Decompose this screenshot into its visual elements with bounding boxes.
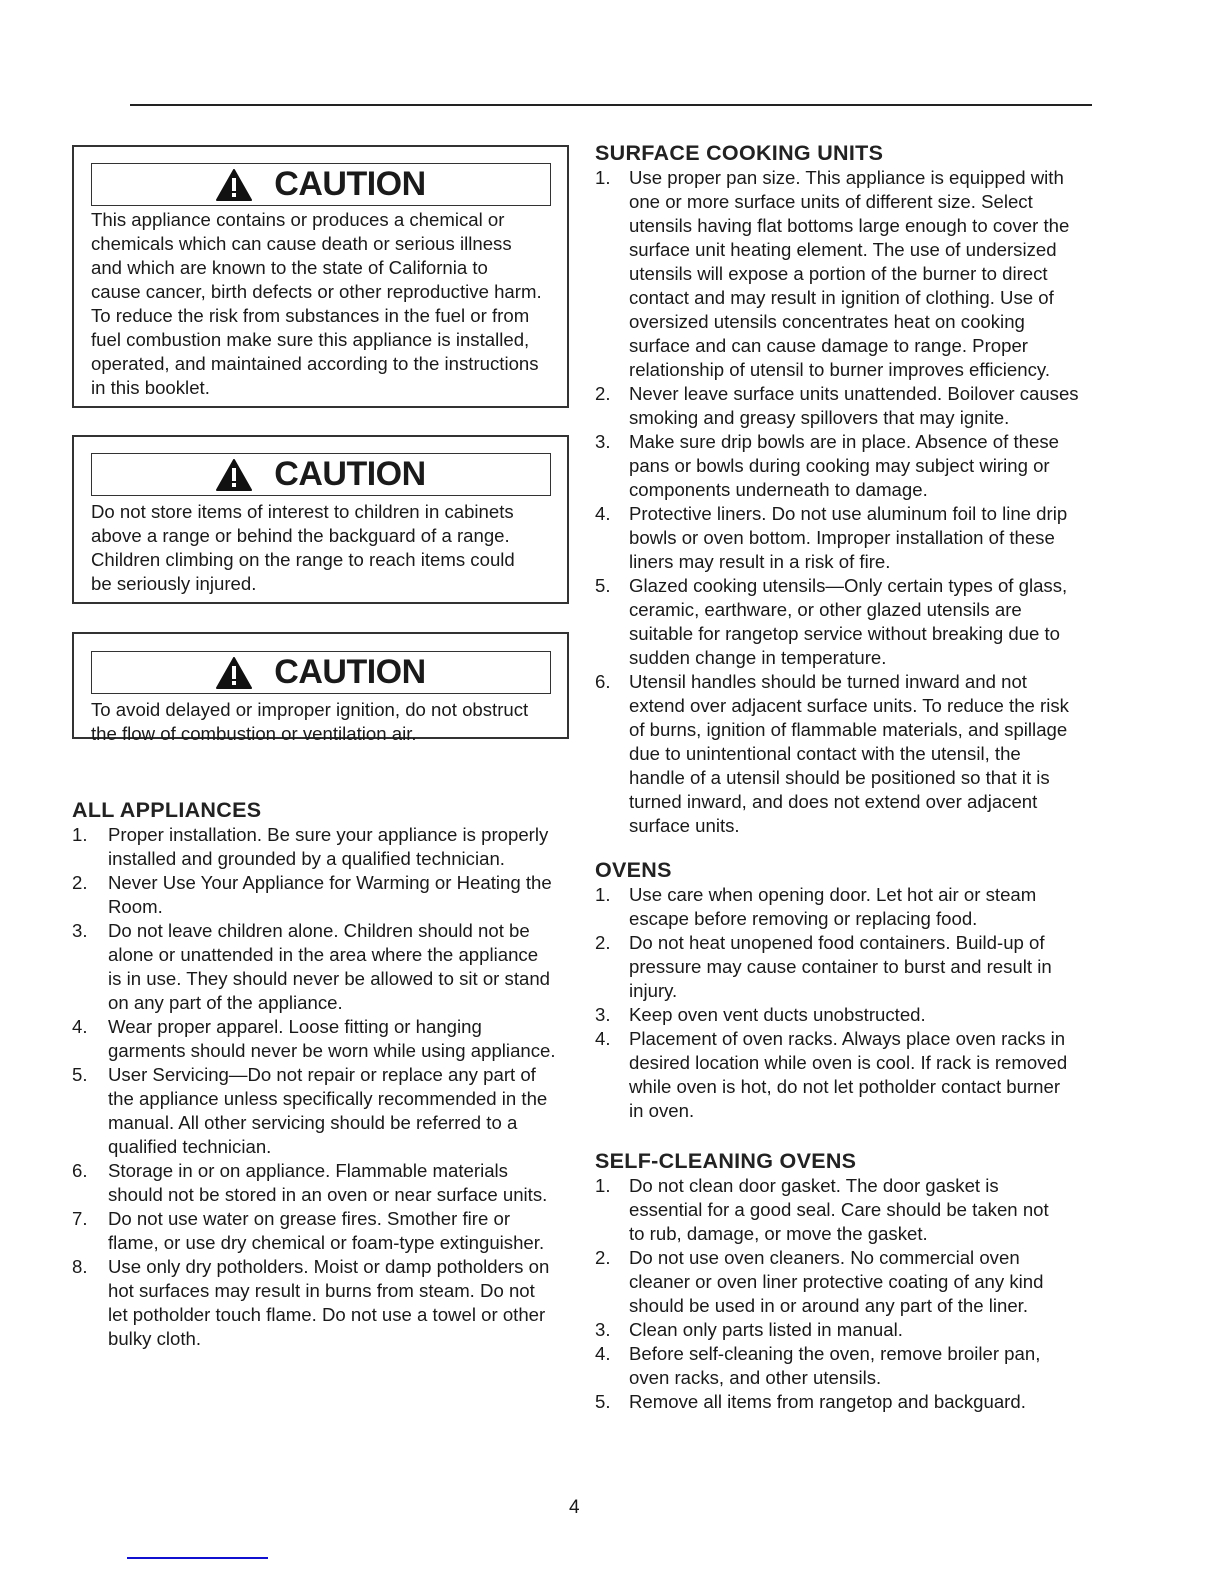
item-text-line: injury.	[629, 980, 678, 1001]
item-text-line: Glazed cooking utensils—Only certain types of glass,	[629, 575, 1068, 596]
item-number: 6.	[595, 671, 611, 692]
item-text	[629, 382, 1079, 430]
item-number: 4.	[595, 503, 611, 524]
item-number: 4.	[72, 1016, 88, 1037]
list-item	[595, 1390, 1049, 1414]
section-heading: SURFACE COOKING UNITS	[595, 141, 884, 165]
section-all-appliances	[72, 797, 556, 1351]
caution-text-line: chemicals which can cause death or serious illness	[91, 233, 512, 254]
item-text-line: due to unintentional contact with the utensil, the	[629, 743, 1021, 764]
item-text-line: components underneath to damage.	[629, 479, 928, 500]
item-number: 3.	[595, 1319, 611, 1340]
item-text-line: on any part of the appliance.	[108, 992, 343, 1013]
item-number: 1.	[595, 1175, 611, 1196]
item-text	[108, 919, 550, 1015]
list-item	[595, 430, 1079, 502]
item-text-line: Storage in or on appliance. Flammable materials	[108, 1160, 508, 1181]
section-heading: OVENS	[595, 858, 672, 882]
item-text	[629, 931, 1052, 1003]
item-text-line: oven racks, and other utensils.	[629, 1367, 882, 1388]
item-text	[629, 166, 1069, 382]
caution-box-children	[72, 435, 569, 604]
list-item	[595, 382, 1079, 430]
caution-text-line: This appliance contains or produces a chemical or	[91, 209, 505, 230]
caution-text-line: cause cancer, birth defects or other reproductive harm.	[91, 281, 542, 302]
caution-box-ignition	[72, 632, 569, 744]
item-text-line: pans or bowls during cooking may subject wiring or	[629, 455, 1050, 476]
item-text-line: utensils will expose a portion of the burner to direct	[629, 263, 1048, 284]
caution-text	[91, 698, 528, 746]
item-text-line: cleaner or oven liner protective coating of any kind	[629, 1271, 1044, 1292]
item-text-line: let potholder touch flame. Do not use a towel or other	[108, 1304, 546, 1325]
item-text-line: extend over adjacent surface units. To reduce the risk	[629, 695, 1069, 716]
item-text	[108, 1207, 544, 1255]
item-text-line: Do not use oven cleaners. No commercial oven	[629, 1247, 1020, 1268]
list-item	[72, 823, 556, 871]
caution-text-line: fuel combustion make sure this appliance is installed,	[91, 329, 530, 350]
item-text	[629, 1174, 1049, 1246]
item-text-line: Keep oven vent ducts unobstructed.	[629, 1004, 926, 1025]
list-item	[72, 1255, 556, 1351]
caution-text-line: in this booklet.	[91, 377, 210, 398]
item-text-line: Use care when opening door. Let hot air or steam	[629, 884, 1037, 905]
item-text-line: Wear proper apparel. Loose fitting or hanging	[108, 1016, 482, 1037]
caution-title: CAUTION	[274, 653, 426, 691]
item-text-line: to rub, damage, or move the gasket.	[629, 1223, 928, 1244]
item-text-line: installed and grounded by a qualified technician.	[108, 848, 505, 869]
item-text	[629, 430, 1059, 502]
item-number: 1.	[72, 824, 88, 845]
item-text-line: while oven is hot, do not let potholder contact burner	[629, 1076, 1061, 1097]
item-text	[629, 1390, 1026, 1414]
item-text-line: surface and can cause damage to range. Proper	[629, 335, 1028, 356]
caution-text-line: be seriously injured.	[91, 573, 257, 594]
item-text-line: flame, or use dry chemical or foam-type extinguisher.	[108, 1232, 545, 1253]
item-text-line: one or more surface units of different size. Select	[629, 191, 1033, 212]
item-number: 7.	[72, 1208, 88, 1229]
item-text-line: surface units.	[629, 815, 740, 836]
list-item	[72, 1015, 556, 1063]
item-text-line: is in use. They should never be allowed to sit or stand	[108, 968, 551, 989]
item-text-line: pressure may cause container to burst and result in	[629, 956, 1052, 977]
item-text-line: Remove all items from rangetop and backguard.	[629, 1391, 1026, 1412]
caution-text-line: To avoid delayed or improper ignition, do not obstruct	[91, 699, 529, 720]
item-text	[629, 1246, 1043, 1318]
item-number: 5.	[72, 1064, 88, 1085]
caution-text-line: Children climbing on the range to reach items could	[91, 549, 515, 570]
caution-text-line: above a range or behind the backguard of a range.	[91, 525, 510, 546]
caution-text	[91, 208, 542, 400]
list-item	[595, 1003, 1067, 1027]
item-text-line: Placement of oven racks. Always place oven racks in	[629, 1028, 1066, 1049]
warning-triangle-icon	[216, 657, 252, 689]
list-item	[595, 931, 1067, 1003]
item-text-line: should not be stored in an oven or near surface units.	[108, 1184, 548, 1205]
item-text	[629, 883, 1036, 931]
item-number: 8.	[72, 1256, 88, 1277]
item-text-line: alone or unattended in the area where the appliance	[108, 944, 539, 965]
item-text	[108, 823, 548, 871]
item-text-line: Use proper pan size. This appliance is equipped with	[629, 167, 1064, 188]
item-text	[108, 871, 552, 919]
item-number: 2.	[595, 383, 611, 404]
item-text-line: Use only dry potholders. Moist or damp potholders on	[108, 1256, 550, 1277]
item-text-line: Proper installation. Be sure your appliance is properly	[108, 824, 549, 845]
item-text-line: should be used in or around any part of the liner.	[629, 1295, 1029, 1316]
item-number: 4.	[595, 1343, 611, 1364]
header-rule	[130, 104, 1092, 106]
caution-text-line: To reduce the risk from substances in the fuel or from	[91, 305, 530, 326]
list-item	[72, 1207, 556, 1255]
item-number: 3.	[595, 1004, 611, 1025]
item-number: 6.	[72, 1160, 88, 1181]
list-item	[595, 1027, 1067, 1123]
item-text	[629, 670, 1069, 838]
item-text-line: Protective liners. Do not use aluminum foil to line drip	[629, 503, 1068, 524]
item-text-line: Before self-cleaning the oven, remove broiler pan,	[629, 1343, 1041, 1364]
list-item	[72, 1159, 556, 1207]
item-text-line: in oven.	[629, 1100, 695, 1121]
list-item	[595, 502, 1079, 574]
caution-text-line: operated, and maintained according to the instructions	[91, 353, 539, 374]
item-text	[108, 1015, 556, 1063]
list-item	[72, 1063, 556, 1159]
list-item	[595, 1318, 1049, 1342]
item-text-line: contact and may result in ignition of clothing. Use of	[629, 287, 1054, 308]
item-text-line: bowls or oven bottom. Improper installation of these	[629, 527, 1055, 548]
item-text-line: ceramic, earthware, or other glazed utensils are	[629, 599, 1022, 620]
warning-triangle-icon	[216, 459, 252, 491]
item-text	[108, 1063, 547, 1159]
item-text-line: the appliance unless specifically recommended in the	[108, 1088, 548, 1109]
caution-text-line: the flow of combustion or ventilation air.	[91, 723, 417, 744]
item-text-line: bulky cloth.	[108, 1328, 202, 1349]
item-text-line: turned inward, and does not extend over adjacent	[629, 791, 1038, 812]
list-item	[595, 883, 1067, 931]
item-number: 2.	[595, 1247, 611, 1268]
item-text-line: Do not clean door gasket. The door gasket is	[629, 1175, 999, 1196]
item-text	[629, 574, 1067, 670]
item-number: 1.	[595, 167, 611, 188]
item-text-line: handle of a utensil should be positioned so that it is	[629, 767, 1050, 788]
section-self-cleaning-ovens	[595, 1148, 1049, 1414]
item-text-line: manual. All other servicing should be referred to a	[108, 1112, 518, 1133]
item-text-line: liners may result in a risk of fire.	[629, 551, 891, 572]
section-ovens	[595, 857, 1067, 1123]
list-item	[595, 670, 1079, 838]
item-text-line: smoking and greasy spillovers that may ignite.	[629, 407, 1010, 428]
item-text-line: User Servicing—Do not repair or replace any part of	[108, 1064, 536, 1085]
caution-title: CAUTION	[274, 455, 426, 493]
page-number: 4	[569, 1497, 580, 1518]
item-number: 1.	[595, 884, 611, 905]
item-text-line: desired location while oven is cool. If rack is removed	[629, 1052, 1068, 1073]
item-text-line: Never Use Your Appliance for Warming or Heating the	[108, 872, 552, 893]
caution-heading	[91, 453, 551, 496]
item-text-line: Clean only parts listed in manual.	[629, 1319, 903, 1340]
item-text	[629, 1027, 1067, 1123]
item-text	[108, 1159, 547, 1207]
item-text	[629, 1003, 926, 1027]
list-item	[595, 1342, 1049, 1390]
list-item	[72, 871, 556, 919]
item-text-line: Do not use water on grease fires. Smother fire or	[108, 1208, 511, 1229]
list-item	[72, 919, 556, 1015]
item-text	[629, 502, 1067, 574]
item-number: 2.	[72, 872, 88, 893]
item-text-line: Never leave surface units unattended. Boilover causes	[629, 383, 1079, 404]
item-text-line: of burns, ignition of flammable materials, and spillage	[629, 719, 1068, 740]
item-number: 3.	[595, 431, 611, 452]
section-heading: ALL APPLIANCES	[72, 798, 262, 822]
item-number: 5.	[595, 575, 611, 596]
caution-heading	[91, 163, 551, 206]
item-text-line: Utensil handles should be turned inward and not	[629, 671, 1027, 692]
item-text-line: Make sure drip bowls are in place. Absence of these	[629, 431, 1059, 452]
item-text-line: relationship of utensil to burner improves efficiency.	[629, 359, 1050, 380]
list-item	[595, 1174, 1049, 1246]
item-text-line: oversized utensils concentrates heat on cooking	[629, 311, 1025, 332]
item-number: 4.	[595, 1028, 611, 1049]
item-text-line: Do not leave children alone. Children should not be	[108, 920, 530, 941]
item-number: 5.	[595, 1391, 611, 1412]
item-text-line: sudden change in temperature.	[629, 647, 887, 668]
item-text-line: utensils having flat bottoms large enough to cover the	[629, 215, 1070, 236]
item-text	[629, 1318, 903, 1342]
caution-title: CAUTION	[274, 165, 426, 203]
item-text-line: garments should never be worn while using appliance.	[108, 1040, 556, 1061]
item-text-line: Room.	[108, 896, 163, 917]
section-heading: SELF-CLEANING OVENS	[595, 1149, 857, 1173]
section-surface-cooking-units	[595, 140, 1079, 838]
warning-triangle-icon	[216, 169, 252, 201]
item-text-line: qualified technician.	[108, 1136, 272, 1157]
caution-text-line: Do not store items of interest to children in cabinets	[91, 501, 514, 522]
caution-text	[91, 500, 515, 596]
list-item	[595, 574, 1079, 670]
caution-text-line: and which are known to the state of California to	[91, 257, 488, 278]
item-text-line: Do not heat unopened food containers. Build-up of	[629, 932, 1045, 953]
caution-box-chemicals	[72, 145, 569, 408]
item-text-line: suitable for rangetop service without breaking due to	[629, 623, 1061, 644]
list-item	[595, 166, 1079, 382]
caution-heading	[91, 651, 551, 694]
footer-link-underline	[127, 1557, 268, 1559]
item-text-line: escape before removing or replacing food.	[629, 908, 978, 929]
item-text-line: surface unit heating element. The use of undersized	[629, 239, 1057, 260]
item-number: 3.	[72, 920, 88, 941]
item-text	[108, 1255, 549, 1351]
item-number: 2.	[595, 932, 611, 953]
item-text	[629, 1342, 1040, 1390]
list-item	[595, 1246, 1049, 1318]
item-text-line: hot surfaces may result in burns from steam. Do not	[108, 1280, 535, 1301]
item-text-line: essential for a good seal. Care should be taken not	[629, 1199, 1049, 1220]
